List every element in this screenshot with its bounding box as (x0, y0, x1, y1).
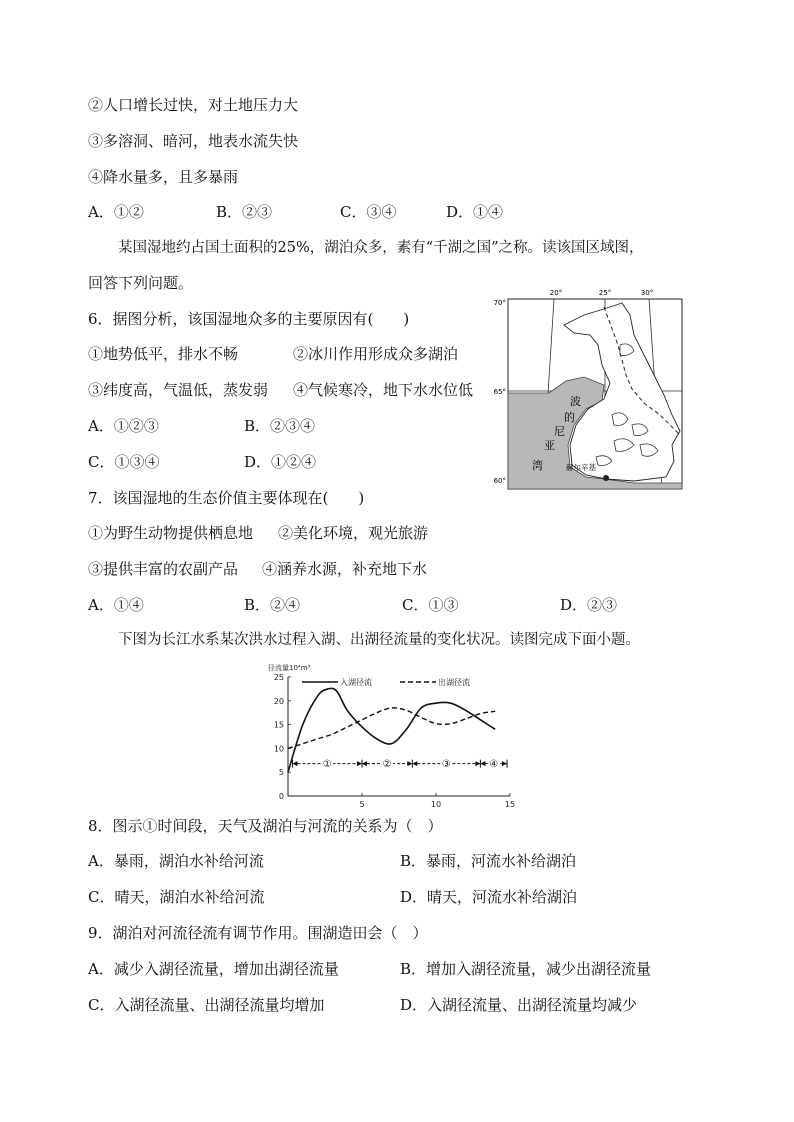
q6-choice-c: C．①③④ (88, 453, 160, 471)
region-map (494, 285, 690, 495)
q8-choice-c: C．晴天，湖泊水补给河流 (88, 888, 265, 906)
sea-label-5: 湾 (532, 459, 543, 472)
lat-label-60: 60° (494, 477, 506, 485)
q7-choice-a: A．①④ (88, 596, 144, 614)
q6-statement-4: ④气候寒冷，地下水水位低 (293, 381, 474, 399)
period-label: ④ (489, 759, 499, 771)
q6-stem: 6．据图分析，该国湿地众多的主要原因有( ) (88, 310, 410, 328)
passage-flood: 下图为长江水系某次洪水过程入湖、出湖径流量的变化状况。读图完成下面小题。 (118, 632, 640, 648)
q6-statement-2: ②冰川作用形成众多湖泊 (293, 345, 459, 363)
q6-choice-a: A．①②③ (88, 417, 159, 435)
lat-label-65: 65° (494, 388, 506, 396)
period-arrow-right (357, 761, 362, 766)
period-arrow-right (407, 761, 412, 766)
x-tick-label: 15 (504, 800, 516, 809)
choice-b: B．②③ (216, 203, 273, 221)
sea-label-1: 波 (570, 395, 581, 408)
q8-choice-d: D．晴天，河流水补给湖泊 (400, 888, 578, 906)
y-tick-label: 15 (273, 720, 284, 730)
y-tick-label: 5 (278, 768, 284, 778)
q8-choice-a: A．暴雨，湖泊水补给河流 (88, 852, 264, 870)
sea-label-3: 尼 (554, 425, 565, 438)
lon-label-30: 30° (640, 289, 654, 297)
lon-label-25: 25° (598, 289, 612, 297)
q6-statement-1: ①地势低平，排水不畅 (88, 345, 239, 363)
q6-choice-b: B．②③④ (244, 417, 316, 435)
q8-stem: 8．图示①时间段，天气及湖泊与河流的关系为（ ） (88, 817, 443, 835)
q9-choice-a: A．减少入湖径流量，增加出湖径流量 (88, 960, 339, 978)
x-tick-label: 10 (430, 800, 442, 809)
y-tick-label: 0 (278, 792, 284, 801)
q7-statement-2: ②美化环境，观光旅游 (278, 524, 429, 542)
y-axis-label: 径流量10⁴m³ (268, 664, 311, 672)
q9-choice-d: D．入湖径流量、出湖径流量均减少 (400, 996, 638, 1014)
q7-choice-c: C．①③ (402, 596, 459, 614)
q9-choice-b: B．增加入湖径流量，减少出湖径流量 (400, 960, 652, 978)
outflow-line (288, 708, 495, 749)
runoff-chart (262, 660, 524, 810)
sea-label-2: 的 (564, 411, 575, 424)
q9-choice-c: C．入湖径流量、出湖径流量均增加 (88, 996, 325, 1014)
q7-choice-b: B．②④ (244, 596, 301, 614)
period-arrow-left (292, 761, 297, 766)
q6-choice-d: D．①②④ (244, 453, 317, 471)
period-label: ② (382, 759, 392, 771)
q7-statement-4: ④涵养水源，补充地下水 (262, 560, 428, 578)
q7-statement-3: ③提供丰富的农副产品 (88, 560, 239, 578)
period-arrow-left (412, 761, 417, 766)
period-arrow-left (480, 761, 485, 766)
lon-label-20: 20° (549, 289, 563, 297)
choice-c: C．③④ (340, 203, 397, 221)
period-label: ③ (441, 759, 451, 771)
passage-intro-cont: 回答下列问题。 (88, 274, 194, 292)
q6-statement-3: ③纬度高，气温低，蒸发弱 (88, 381, 269, 399)
city-label: 赫尔辛基 (566, 463, 596, 472)
period-arrow-right (502, 761, 507, 766)
q9-stem: 9．湖泊对河流径流有调节作用。围湖造田会（ ） (88, 924, 428, 942)
q7-statement-1: ①为野生动物提供栖息地 (88, 524, 254, 542)
x-tick-label: 5 (359, 800, 365, 809)
passage-intro: 某国湿地约占国土面积的25%，湖泊众多，素有“千湖之国”之称。读该国区域图， (118, 240, 644, 256)
y-tick-label: 25 (273, 673, 284, 682)
y-tick-label: 10 (273, 744, 284, 754)
option-statement-2: ②人口增长过快，对土地压力大 (88, 96, 299, 114)
q7-choice-d: D．②③ (560, 596, 618, 614)
period-arrow-right (475, 761, 480, 766)
y-tick-label: 20 (273, 696, 284, 706)
q8-choice-b: B．暴雨，河流水补给湖泊 (400, 852, 577, 870)
option-statement-4: ④降水量多，且多暴雨 (88, 168, 239, 186)
q7-stem: 7．该国湿地的生态价值主要体现在( ) (88, 489, 365, 507)
sea-label-4: 亚 (544, 439, 555, 452)
legend-label: 入湖径流 (340, 678, 372, 687)
choice-d: D．①④ (446, 203, 504, 221)
choice-a: A．①② (88, 203, 144, 221)
period-label: ① (322, 759, 332, 771)
legend-label: 出湖径流 (438, 678, 470, 687)
period-arrow-left (362, 761, 367, 766)
option-statement-3: ③多溶洞、暗河，地表水流失快 (88, 132, 299, 150)
lat-label-70: 70° (494, 299, 506, 307)
